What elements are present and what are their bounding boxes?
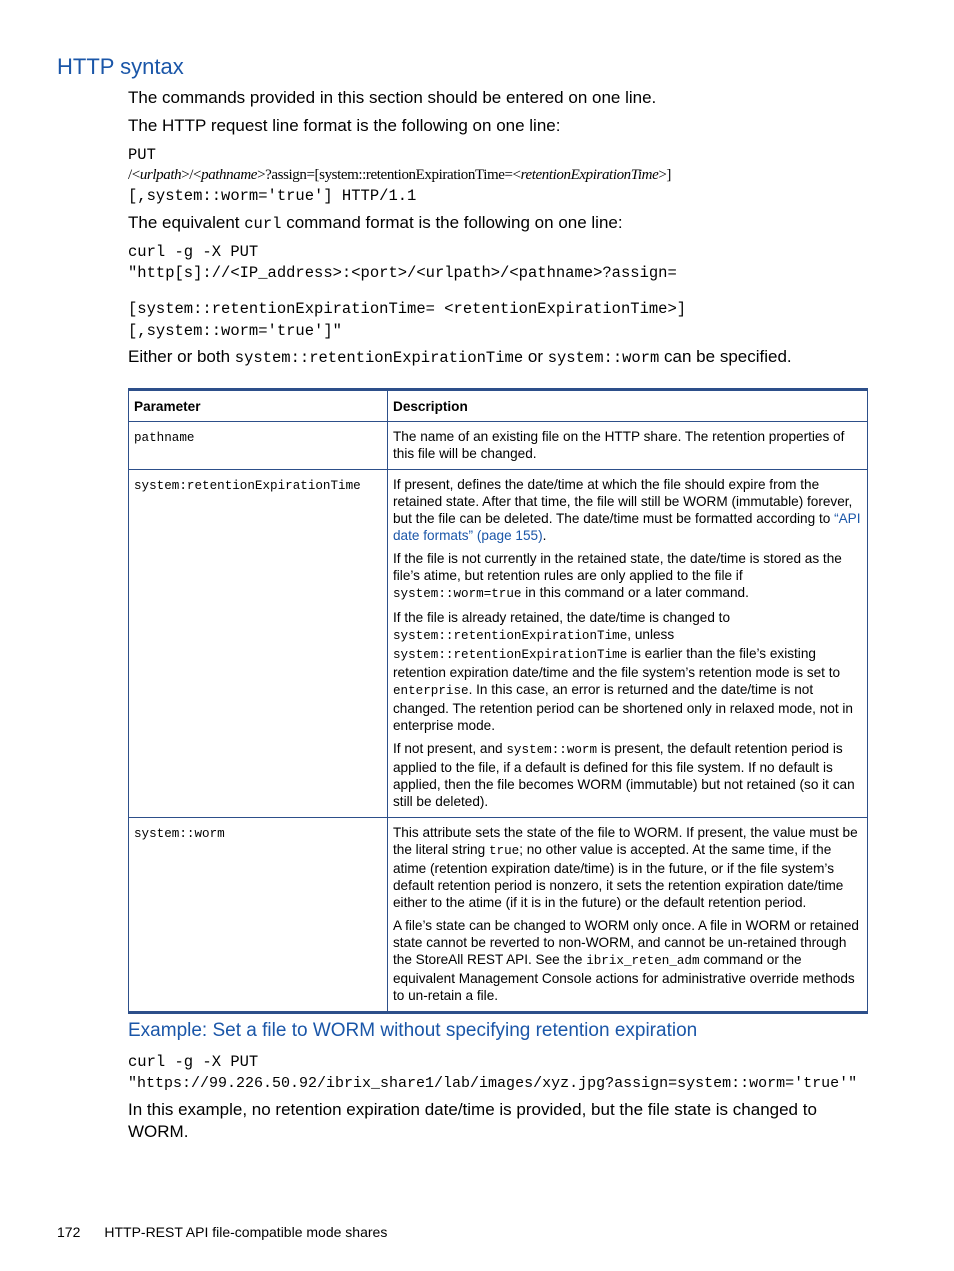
desc-text: , unless bbox=[627, 627, 675, 642]
desc-text: is earlier than the file’s existing retention expiration date/time and the file system’s retention mode is set to bbox=[393, 646, 841, 680]
desc-paragraph bbox=[393, 740, 862, 810]
desc-text: . In this case, an error is returned and the date/time is not changed. The retention period can be shortened only in relaxed mode, not in enterprise mode. bbox=[393, 682, 853, 733]
inline-code: system::retentionExpirationTime bbox=[393, 648, 628, 662]
table-row bbox=[129, 422, 868, 470]
example-paragraph: In this example, no retention expiration date/time is provided, but the file state is changed to WORM. bbox=[128, 1100, 817, 1141]
inline-code: system::worm bbox=[506, 743, 598, 757]
desc-text: ; no other value is accepted. At the same time, if the atime (retention expiration date/time) is in the future, or if the file system’s default retention period is nonzero, it sets the retention expiration date/time either to the atime (if it is in the future) or the default retention period. bbox=[393, 842, 844, 910]
urlpath-var: urlpath bbox=[139, 167, 182, 183]
equivalent-paragraph bbox=[128, 212, 623, 235]
http-code-line-3: [,system::worm='true'] HTTP/1.1 bbox=[128, 187, 417, 205]
api-date-formats-link[interactable]: “API date formats” (page 155) bbox=[393, 511, 861, 543]
curl-inline-code: curl bbox=[244, 215, 282, 233]
either-text-post: can be specified. bbox=[659, 347, 792, 366]
page-number: 172 bbox=[57, 1224, 81, 1240]
example-heading: Example: Set a file to WORM without specifying retention expiration bbox=[128, 1020, 698, 1041]
desc-text: in this command or a later command. bbox=[521, 585, 749, 600]
table-row bbox=[129, 470, 868, 818]
retention-var: retentionExpirationTime bbox=[520, 167, 659, 183]
header-description: Description bbox=[388, 390, 868, 422]
desc-paragraph bbox=[393, 550, 862, 603]
section-heading: HTTP syntax bbox=[57, 54, 184, 79]
curl-code-line-4: [,system::worm='true']" bbox=[128, 322, 342, 340]
desc-text: If the file is not currently in the retained state, the date/time is stored as the file’s atime, but retention rules are only applied to the file if bbox=[393, 551, 842, 583]
http-code-seg: /< bbox=[128, 167, 140, 183]
desc-text: . bbox=[542, 528, 547, 543]
http-code-line-1: PUT bbox=[128, 146, 156, 164]
inline-code: system::retentionExpirationTime bbox=[393, 629, 628, 643]
either-text-pre: Either or both bbox=[128, 347, 235, 366]
desc-text: If the file is already retained, the date/time is changed to bbox=[393, 610, 731, 625]
desc-paragraph bbox=[393, 824, 862, 911]
inline-code: true bbox=[488, 844, 520, 858]
http-code-seg: >?assign=[system::retentionExpirationTime=< bbox=[257, 167, 521, 183]
desc-text: command or the equivalent Management Console actions for administrative override methods to un-retain a file. bbox=[393, 952, 855, 1003]
desc-pathname: The name of an existing file on the HTTP share. The retention properties of this file will be changed. bbox=[388, 422, 868, 470]
http-code-line-2 bbox=[128, 165, 671, 185]
inline-code: system::worm=true bbox=[393, 587, 522, 601]
desc-text: A file’s state can be changed to WORM only once. A file in WORM or retained state cannot be reverted to non-WORM, and cannot be un-retained through the StoreAll REST API. See the bbox=[393, 918, 859, 967]
desc-text: This attribute sets the state of the file to WORM. If present, the value must be the literal string bbox=[393, 825, 858, 857]
desc-paragraph bbox=[393, 476, 862, 544]
http-code-seg: >] bbox=[658, 167, 672, 183]
desc-system-worm bbox=[388, 818, 868, 1013]
http-code-seg: >/< bbox=[181, 167, 202, 183]
desc-text: is present, the default retention period is applied to the file, if a default is defined for this file system. If no default is applied, then the file becomes WORM (immutable) but not retained (so it can still be deleted). bbox=[393, 741, 855, 809]
inline-code: ibrix_reten_adm bbox=[586, 954, 700, 968]
equiv-text-pre: The equivalent bbox=[128, 213, 245, 232]
desc-paragraph bbox=[393, 609, 862, 734]
param-system-worm: system::worm bbox=[129, 818, 388, 1013]
equiv-text-post: command format is the following on one line: bbox=[281, 213, 623, 232]
curl-code-line-3: [system::retentionExpirationTime= <retentionExpirationTime>] bbox=[128, 300, 687, 318]
intro-paragraph-1: The commands provided in this section should be entered on one line. bbox=[128, 88, 657, 107]
parameter-table bbox=[128, 388, 868, 1014]
param-pathname: pathname bbox=[129, 422, 388, 470]
example-code-line-2: "https://99.226.50.92/ibrix_share1/lab/images/xyz.jpg?assign=system::worm='true'" bbox=[128, 1075, 858, 1092]
inline-code: enterprise bbox=[393, 684, 469, 698]
table-row bbox=[129, 818, 868, 1013]
desc-text: If not present, and bbox=[393, 741, 507, 756]
footer-title: HTTP-REST API file-compatible mode shares bbox=[104, 1224, 388, 1240]
desc-paragraph bbox=[393, 917, 862, 1004]
curl-code-line-2: "http[s]://<IP_address>:<port>/<urlpath>/<pathname>?assign= bbox=[128, 264, 677, 282]
desc-text: If present, defines the date/time at which the file should expire from the retained state. After that time, the file will still be WORM (immutable) forever, but the file can be deleted. The date/time must be formatted according to bbox=[393, 477, 853, 526]
table-header-row bbox=[129, 390, 868, 422]
retention-inline-code: system::retentionExpirationTime bbox=[234, 349, 524, 367]
example-code-line-1: curl -g -X PUT bbox=[128, 1053, 259, 1071]
intro-paragraph-2: The HTTP request line format is the following on one line: bbox=[128, 116, 561, 135]
header-parameter: Parameter bbox=[129, 390, 388, 422]
either-text-mid: or bbox=[523, 347, 548, 366]
either-paragraph bbox=[128, 346, 792, 369]
param-retention-expiration-time: system:retentionExpirationTime bbox=[129, 470, 388, 818]
worm-inline-code: system::worm bbox=[547, 349, 660, 367]
curl-code-line-1: curl -g -X PUT bbox=[128, 243, 259, 261]
desc-retention-expiration-time bbox=[388, 470, 868, 818]
pathname-var: pathname bbox=[201, 167, 258, 183]
footer bbox=[57, 1224, 387, 1240]
